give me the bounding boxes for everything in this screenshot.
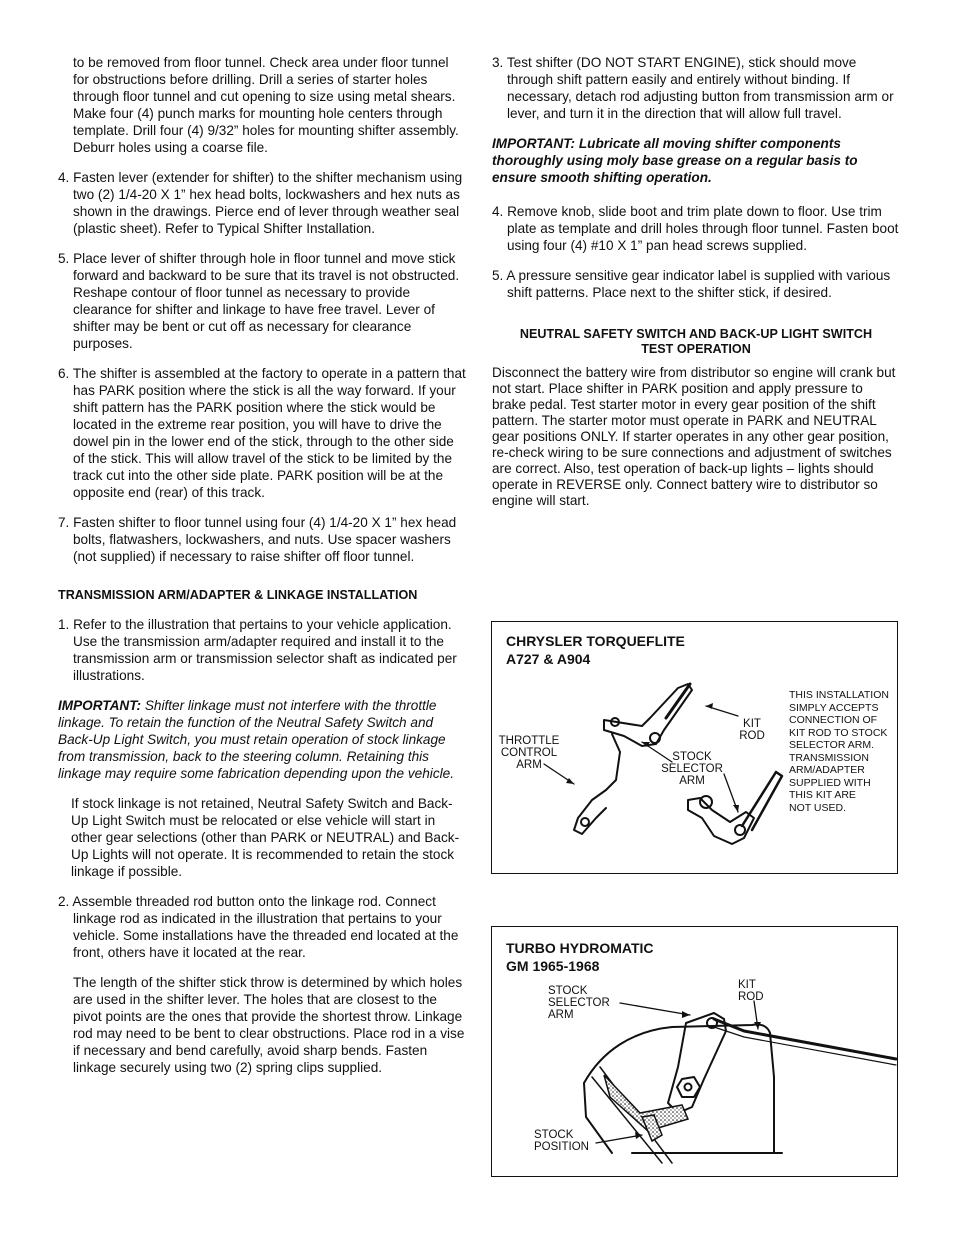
- step-7: 7. Fasten shifter to floor tunnel using four (4) 1/4-20 X 1” hex head bolts, flatwashers, lockwashers, and nuts. Use spacer washers (not supplied) if necessary to raise shifter off floor tunnel.: [58, 515, 457, 564]
- safety-switch-heading-line2: TEST OPERATION: [641, 342, 751, 356]
- stock-linkage-note: If stock linkage is not retained, Neutral Safety Switch and Back-Up Light Switch must be relocated or else vehicle will start in other gear selections (other than PARK or NEUTRAL) and Back-Up Lights will not operate. It is recommended to retain the stock linkage if possible.: [71, 796, 460, 879]
- stock-selector-arm-label-2: STOCK SELECTOR ARM: [548, 985, 610, 1021]
- transmission-arm-heading: TRANSMISSION ARM/ADAPTER & LINKAGE INSTALLATION: [58, 588, 418, 602]
- left-column: [58, 54, 466, 1089]
- linkage-step-2: 2. Assemble threaded rod button onto the linkage rod. Connect linkage rod as indicated in the illustration that pertains to your vehicle. Some installations have the threaded end located at the front, others have it located at the rear.: [58, 894, 459, 960]
- test-operation-text: Disconnect the battery wire from distributor so engine will crank but not start. Place shifter in PARK position and apply pressure to brake pedal. Test starter motor in every gear position of the shift pattern. The starter motor must operate in PARK and NEUTRAL gear positions ONLY. If starter operates in any other gear position, re-check wiring to be sure connections and adjustment of switches are correct. Also, test operation of back-up lights – lights should operate in REVERSE only. Connect battery wire to distributor so engine will start.: [492, 365, 896, 508]
- linkage-step-5: 5. A pressure sensitive gear indicator label is supplied with various shift patterns. Place next to the shifter stick, if desired.: [492, 268, 891, 300]
- important-text: Shifter linkage must not interfere with the throttle linkage. To retain the function of the Neutral Safety Switch and Back-Up Light Switch, you must retain operation of stock linkage from transmission, back to the steering column. Retaining this linkage may require some fabrication depending upon the vehicle.: [58, 698, 454, 781]
- important-throttle-note: [58, 697, 466, 782]
- installation-note: THIS INSTALLATION SIMPLY ACCEPTS CONNECTION OF KIT ROD TO STOCK SELECTOR ARM. TRANSMISSION ARM/ADAPTER SUPPLIED WITH THIS KIT ARE NOT USED.: [789, 689, 889, 814]
- chrysler-torqueflite-figure: [491, 621, 898, 874]
- linkage-step-2-continued: The length of the shifter stick throw is determined by which holes are used in the shifter lever. The holes that are closest to the pivot points are the ones that provide the shortest throw. Linkage rod may need to be bent to clear obstructions. Place rod in a vise if necessary and bend carefully, avoid sharp bends. Fasten linkage securely using two (2) spring clips supplied.: [73, 975, 465, 1075]
- linkage-step-3: 3. Test shifter (DO NOT START ENGINE), stick should move through shift pattern easily and entirely without binding. If necessary, detach rod adjusting button from transmission arm or lever, and turn it in the direction that will allow full travel.: [492, 55, 894, 121]
- kit-rod-label: KIT ROD: [739, 718, 765, 742]
- step-5: 5. Place lever of shifter through hole in floor tunnel and move stick forward and backward to be sure that its travel is not obstructed. Reshape contour of floor tunnel as necessary to provide clearance for shifter and linkage to have free travel. Lever of shifter may be bent or cut off as necessary for clearance purposes.: [58, 251, 460, 351]
- right-column: [492, 54, 900, 522]
- continuation-paragraph: to be removed from floor tunnel. Check area under floor tunnel for obstructions before drilling. Drill a series of starter holes through floor tunnel and cut opening to size using metal shears. Make four (4) punch marks for mounting hole centers through template. Drill four (4) 9/32” holes for mounting shifter assembly. Deburr holes using a coarse file.: [73, 55, 459, 155]
- step-4: 4. Fasten lever (extender for shifter) to the shifter mechanism using two (2) 1/4-20 X 1” hex head bolts, lockwashers and hex nuts as shown in the drawings. Pierce end of lever through weather seal (plastic sheet). Refer to Typical Shifter Installation.: [58, 170, 463, 236]
- stock-selector-arm-label: STOCK SELECTOR ARM: [661, 751, 723, 787]
- figure1-title-line1: CHRYSLER TORQUEFLITE: [506, 633, 685, 649]
- figure2-title-line2: GM 1965-1968: [506, 958, 600, 974]
- safety-switch-heading-line1: NEUTRAL SAFETY SWITCH AND BACK-UP LIGHT SWITCH: [519, 327, 873, 341]
- turbo-hydromatic-figure: [491, 926, 898, 1177]
- important-label: IMPORTANT:: [58, 698, 142, 713]
- step-6: 6. The shifter is assembled at the factory to operate in a pattern that has PARK position where the stick is all the way forward. If your shift pattern has the PARK position where the stick would be located in the extreme rear position, you will have to drive the dowel pin in the lower end of the stick, through to the other side of the stick. This will allow travel of the stick to be limited by the track cut into the other side plate. PARK position will be at the opposite end (rear) of this track.: [58, 366, 466, 500]
- figure2-title-line1: TURBO HYDROMATIC: [506, 940, 654, 956]
- stock-position-label: STOCK POSITION: [534, 1129, 589, 1153]
- linkage-step-1: 1. Refer to the illustration that pertains to your vehicle application. Use the transmission arm/adapter required and install it to the transmission arm or transmission selector shaft as indicated per illustrations.: [58, 617, 457, 683]
- throttle-control-arm-label: THROTTLE CONTROL ARM: [498, 735, 560, 771]
- kit-rod-label-2: KIT ROD: [738, 979, 764, 1003]
- lubricate-important: IMPORTANT: Lubricate all moving shifter components thoroughly using moly base grease on a regular basis to ensure smooth shifting operation.: [492, 136, 858, 185]
- figure1-title-line2: A727 & A904: [506, 651, 591, 667]
- linkage-step-4: 4. Remove knob, slide boot and trim plate down to floor. Use trim plate as template and drill holes through floor tunnel. Fasten boot using four (4) #10 X 1” pan head screws supplied.: [492, 204, 899, 253]
- safety-switch-heading: [492, 327, 900, 357]
